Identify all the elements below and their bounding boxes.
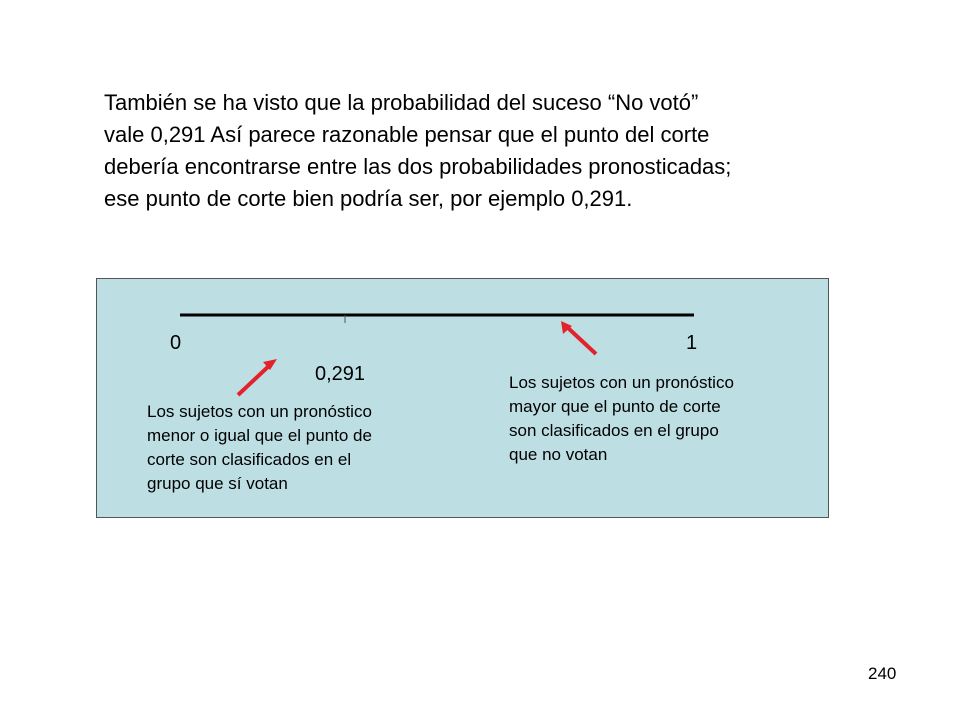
- right-note: [509, 371, 734, 467]
- axis-start-label: 0: [170, 332, 182, 354]
- left-note-line: menor o igual que el punto de: [147, 426, 372, 445]
- cut-point-diagram: [96, 278, 829, 518]
- left-arrow-icon: [238, 364, 271, 395]
- axis-end-label: 1: [686, 332, 698, 354]
- intro-line: ese punto de corte bien podría ser, por ejemplo 0,291.: [104, 186, 633, 211]
- page-number: 240: [868, 664, 897, 683]
- left-note-line: grupo que sí votan: [147, 474, 288, 493]
- right-note-line: son clasificados en el grupo: [509, 421, 719, 440]
- right-note-line: que no votan: [509, 445, 608, 464]
- intro-line: vale 0,291 Así parece razonable pensar que el punto del corte: [104, 122, 710, 147]
- right-note-line: mayor que el punto de corte: [509, 397, 721, 416]
- left-note: [147, 400, 372, 496]
- intro-line: También se ha visto que la probabilidad del suceso “No votó”: [104, 90, 699, 115]
- left-note-line: Los sujetos con un pronóstico: [147, 402, 372, 421]
- intro-line: debería encontrarse entre las dos probabilidades pronosticadas;: [104, 154, 732, 179]
- left-note-line: corte son clasificados en el: [147, 450, 352, 469]
- intro-paragraph: [104, 87, 904, 215]
- right-arrow-icon: [567, 327, 596, 354]
- cut-point-label: 0,291: [315, 363, 366, 385]
- right-note-line: Los sujetos con un pronóstico: [509, 373, 734, 392]
